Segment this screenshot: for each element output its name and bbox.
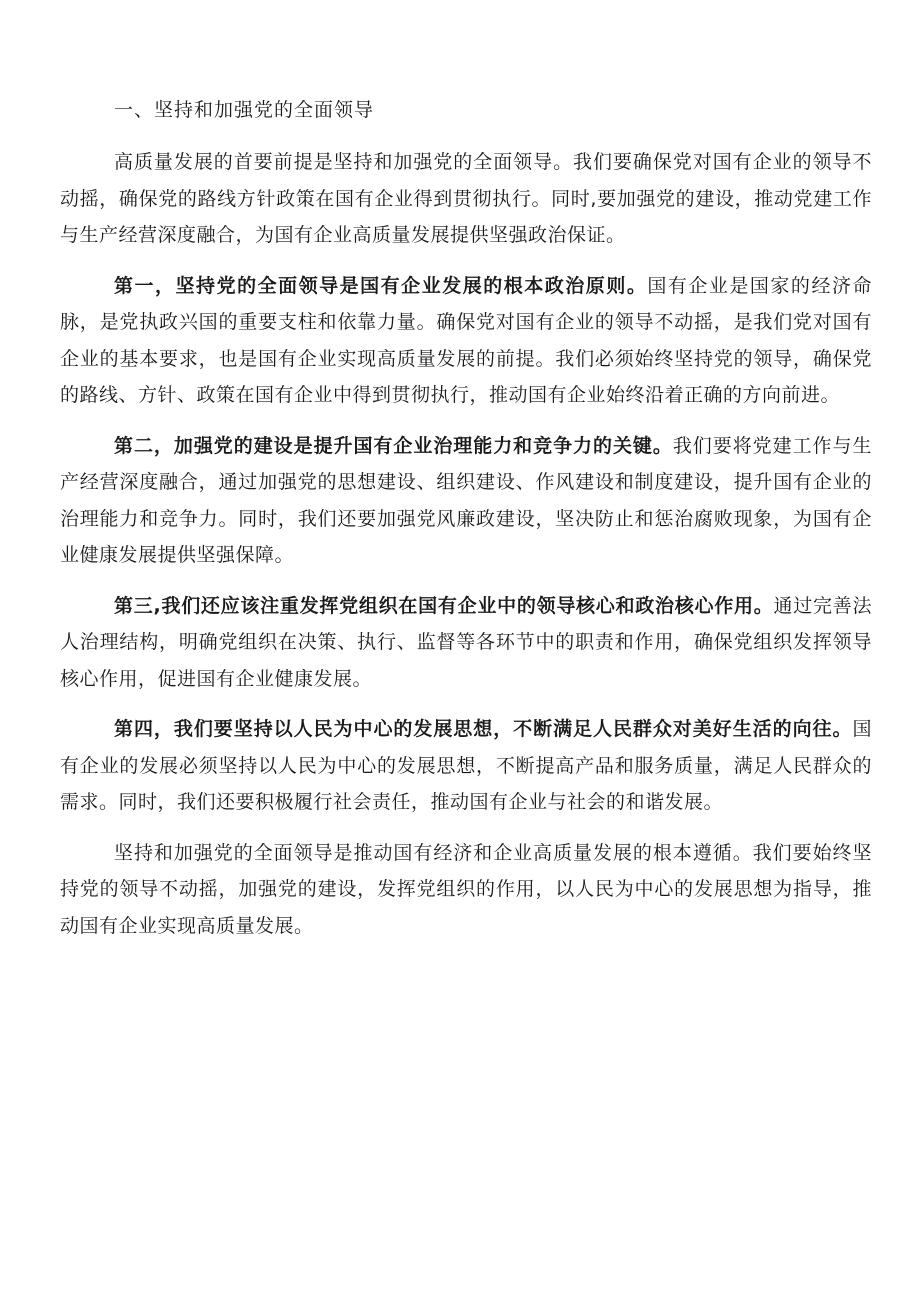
paragraph-second (60, 428, 872, 574)
paragraph-text: 坚持和加强党的全面领导是推动国有经济和企业高质量发展的根本遵循。我们要始终坚持党的领导不动摇，加强党的建设，发挥党组织的作用，以人民为中心的发展思想为指导，推动国有企业实现高质量发展。 (60, 841, 872, 937)
paragraph-text: 高质量发展的首要前提是坚持和加强党的全面领导。我们要确保党对国有企业的领导不动摇，确保党的路线方针政策在国有企业得到贯彻执行。同时,要加强党的建设，推动党建工作与生产经营深度融合，为国有企业高质量发展提供坚强政治保证。 (60, 151, 872, 246)
paragraph-first (60, 268, 872, 414)
section-heading: 一、坚持和加强党的全面领导 (114, 99, 375, 121)
paragraph-third (60, 588, 872, 698)
paragraph-text: 国有企业的发展必须坚持以人民为中心的发展思想，不断提高产品和服务质量，满足人民群众的需求。同时，我们还要积极履行社会责任，推动国有企业与社会的和谐发展。 (60, 718, 872, 813)
paragraph-lead: 第四，我们要坚持以人民为中心的发展思想，不断满足人民群众对美好生活的向往。 (114, 718, 853, 740)
paragraph-fourth (60, 711, 872, 821)
paragraph-conclusion (60, 835, 872, 945)
paragraph-lead: 第二，加强党的建设是提升国有企业治理能力和竞争力的关键。 (114, 434, 673, 457)
document-body (60, 92, 872, 958)
paragraph-text: 通过完善法人治理结构，明确党组织在决策、执行、监督等各环节中的职责和作用，确保党组织发挥领导核心作用，促进国有企业健康发展。 (60, 594, 872, 690)
paragraph-lead: 第三,我们还应该注重发挥党组织在国有企业中的领导核心和政治核心作用。 (114, 594, 774, 617)
paragraph-text: 国有企业是国家的经济命脉，是党执政兴国的重要支柱和依靠力量。确保党对国有企业的领导不动摇，是我们党对国有企业的基本要求，也是国有企业实现高质量发展的前提。我们必须始终坚持党的领导，确保党的路线、方针、政策在国有企业中得到贯彻执行，推动国有企业始终沿着正确的方向前进。 (60, 274, 872, 406)
paragraph-lead: 第一，坚持党的全面领导是国有企业发展的根本政治原则。 (114, 274, 648, 297)
paragraph-text: 我们要将党建工作与生产经营深度融合，通过加强党的思想建设、组织建设、作风建设和制度建设，提升国有企业的治理能力和竞争力。同时，我们还要加强党风廉政建设，坚决防止和惩治腐败现象，为国有企业健康发展提供坚强保障。 (60, 434, 872, 566)
paragraph-intro (60, 144, 872, 254)
